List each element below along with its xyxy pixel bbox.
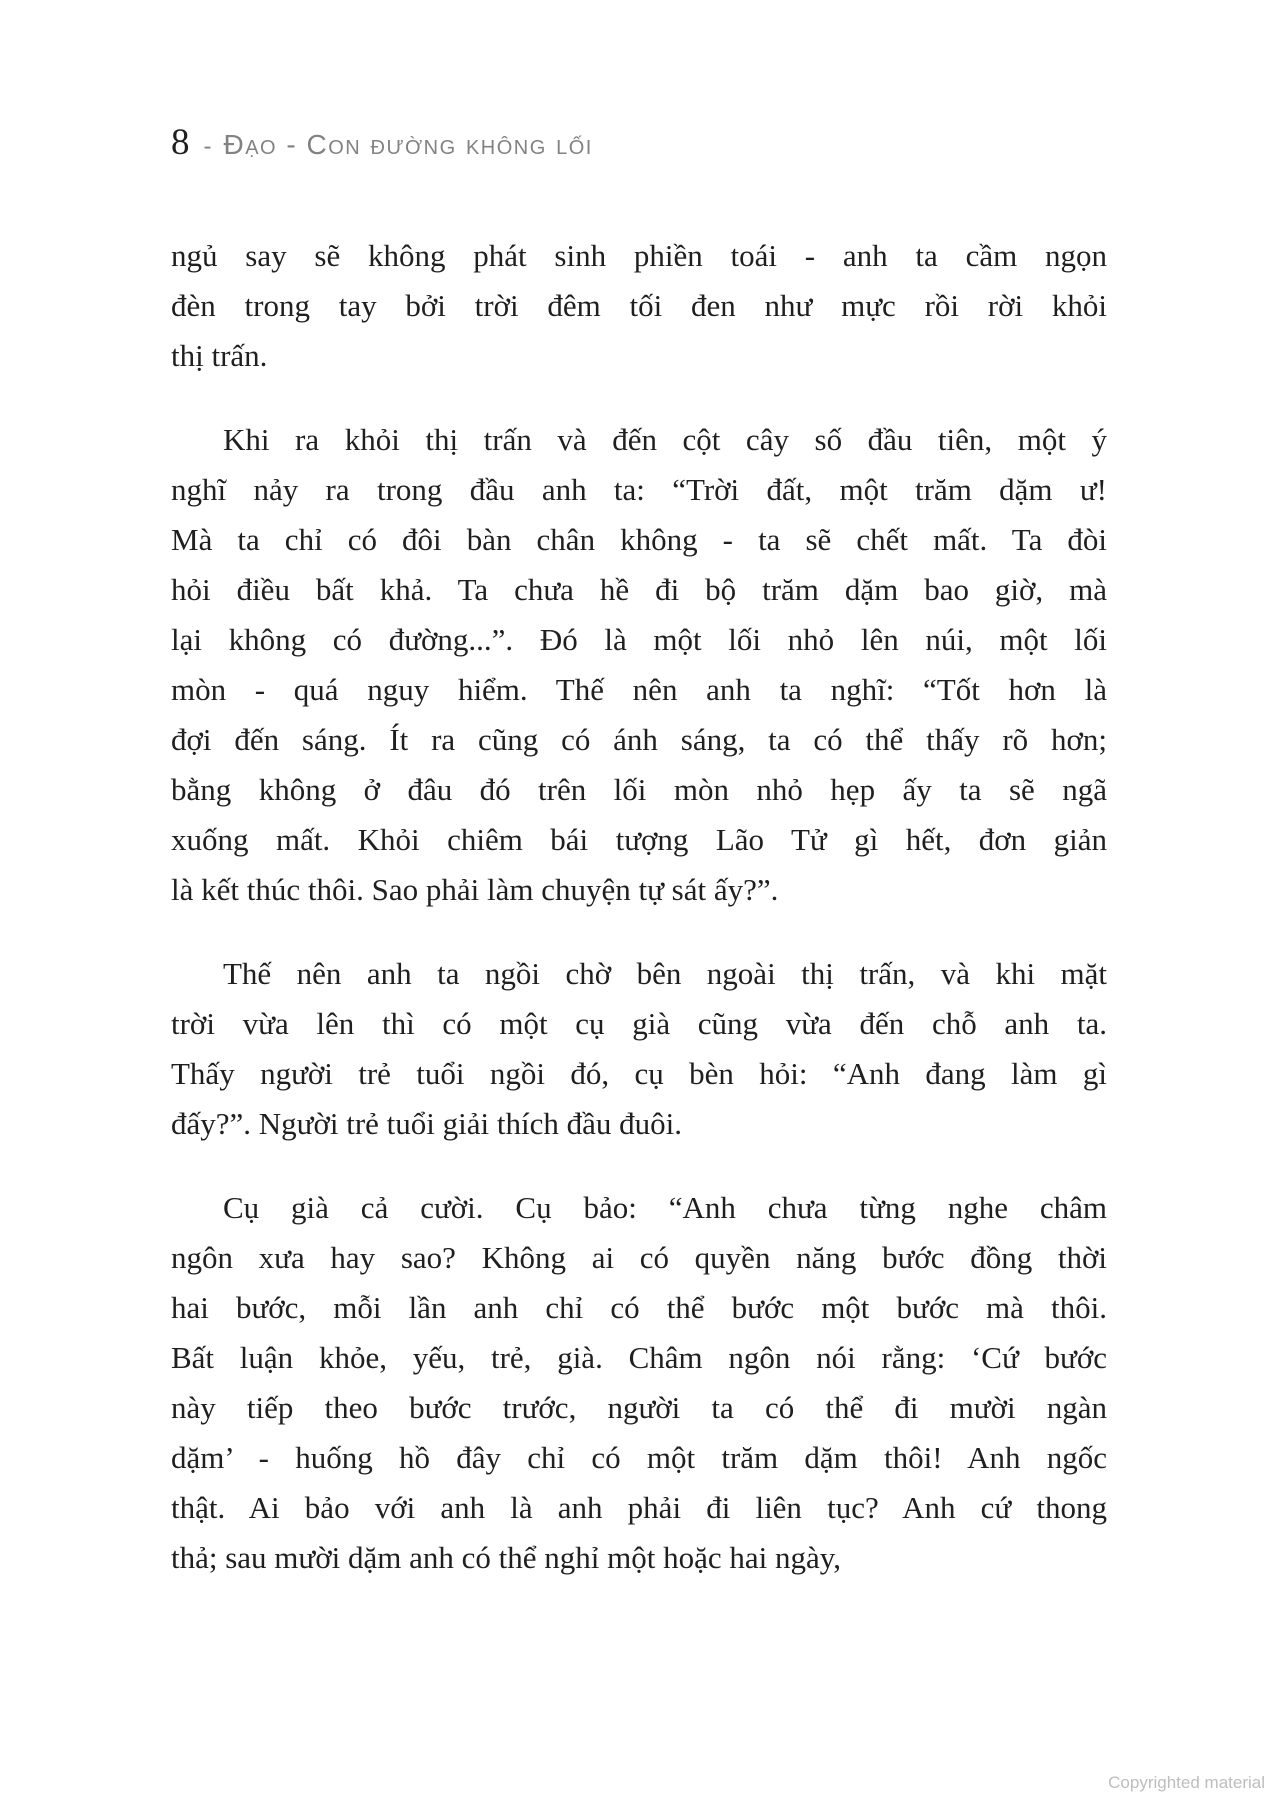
text-line: Thấy người trẻ tuổi ngồi đó, cụ bèn hỏi: “Anh đang làm gì bbox=[171, 1056, 1107, 1091]
text-line: mòn - quá nguy hiểm. Thế nên anh ta nghĩ: “Tốt hơn là bbox=[171, 672, 1107, 707]
text-line: xuống mất. Khỏi chiêm bái tượng Lão Tử gì hết, đơn giản bbox=[171, 822, 1107, 857]
header-separator: - bbox=[203, 133, 212, 160]
text-line: thả; sau mười dặm anh có thể nghỉ một hoặc hai ngày, bbox=[171, 1540, 841, 1575]
text-line: Cụ già cả cười. Cụ bảo: “Anh chưa từng nghe châm bbox=[223, 1190, 1107, 1225]
text-line: bằng không ở đâu đó trên lối mòn nhỏ hẹp ấy ta sẽ ngã bbox=[171, 772, 1107, 807]
text-line: Khi ra khỏi thị trấn và đến cột cây số đầu tiên, một ý bbox=[223, 422, 1107, 457]
text-line: Thế nên anh ta ngồi chờ bên ngoài thị trấn, và khi mặt bbox=[223, 956, 1107, 991]
text-line: ngôn xưa hay sao? Không ai có quyền năng bước đồng thời bbox=[171, 1240, 1107, 1275]
text-line: hỏi điều bất khả. Ta chưa hề đi bộ trăm dặm bao giờ, mà bbox=[171, 572, 1107, 607]
text-line: lại không có đường...”. Đó là một lối nhỏ lên núi, một lối bbox=[171, 622, 1107, 657]
text-line: đèn trong tay bởi trời đêm tối đen như mực rồi rời khỏi bbox=[171, 288, 1107, 323]
text-line: đợi đến sáng. Ít ra cũng có ánh sáng, ta có thể thấy rõ hơn; bbox=[171, 722, 1107, 757]
text-line: ngủ say sẽ không phát sinh phiền toái - anh ta cầm ngọn bbox=[171, 238, 1107, 273]
text-line: trời vừa lên thì có một cụ già cũng vừa đến chỗ anh ta. bbox=[171, 1006, 1107, 1041]
copyright-watermark: Copyrighted material bbox=[1108, 1773, 1265, 1792]
text-line: Bất luận khỏe, yếu, trẻ, già. Châm ngôn nói rằng: ‘Cứ bước bbox=[171, 1340, 1107, 1375]
book-title: Đạo - Con đường không lối bbox=[223, 129, 593, 160]
paragraph bbox=[171, 949, 1107, 1149]
page-header bbox=[171, 124, 593, 161]
text-line: này tiếp theo bước trước, người ta có thể đi mười ngàn bbox=[171, 1390, 1107, 1425]
text-line: là kết thúc thôi. Sao phải làm chuyện tự sát ấy?”. bbox=[171, 872, 779, 907]
text-line: hai bước, mỗi lần anh chỉ có thể bước một bước mà thôi. bbox=[171, 1290, 1107, 1325]
page-number: 8 bbox=[171, 122, 190, 163]
page-body-text bbox=[171, 231, 1107, 1583]
paragraph bbox=[171, 415, 1107, 915]
text-line: nghĩ nảy ra trong đầu anh ta: “Trời đất, một trăm dặm ư! bbox=[171, 472, 1107, 507]
text-line: dặm’ - huống hồ đây chỉ có một trăm dặm thôi! Anh ngốc bbox=[171, 1440, 1107, 1475]
text-line: Mà ta chỉ có đôi bàn chân không - ta sẽ chết mất. Ta đòi bbox=[171, 522, 1107, 557]
text-line: thật. Ai bảo với anh là anh phải đi liên tục? Anh cứ thong bbox=[171, 1490, 1107, 1525]
text-line: thị trấn. bbox=[171, 338, 268, 373]
paragraph bbox=[171, 231, 1107, 381]
paragraph bbox=[171, 1183, 1107, 1583]
text-line: đấy?”. Người trẻ tuổi giải thích đầu đuôi. bbox=[171, 1106, 682, 1141]
